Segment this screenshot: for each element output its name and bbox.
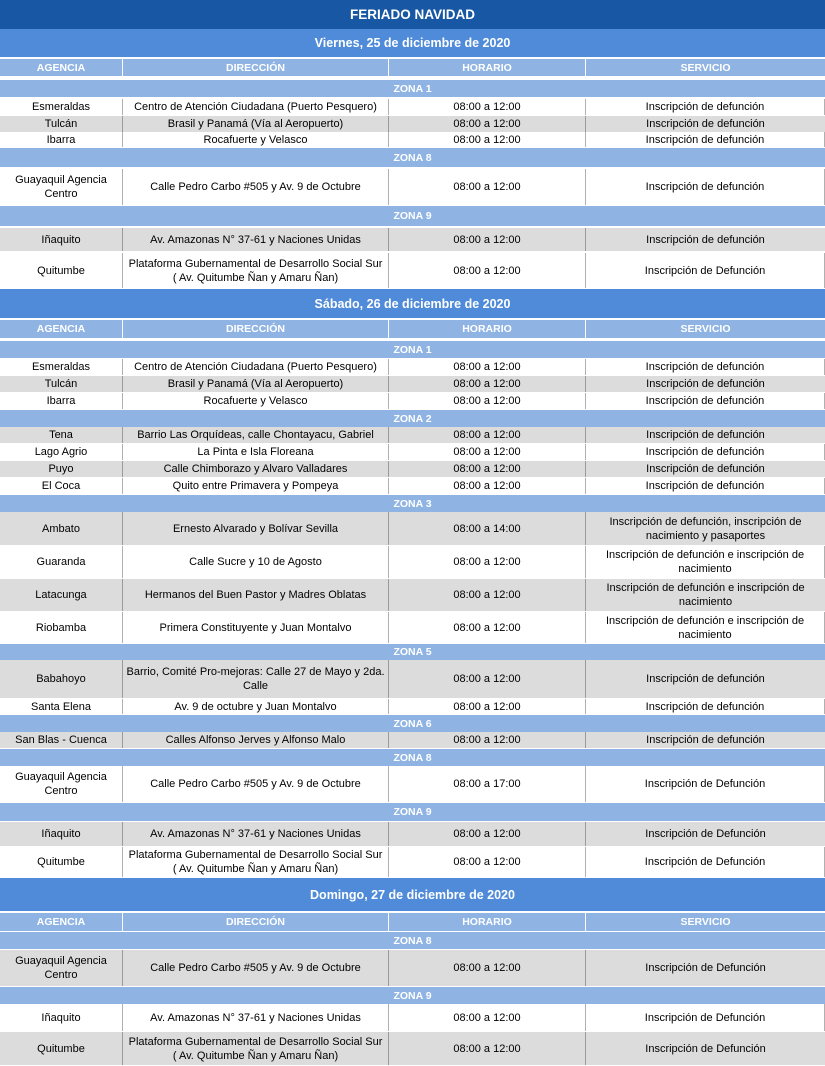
table-row xyxy=(0,169,825,206)
agency-cell: Tulcán xyxy=(0,376,123,392)
schedule-cell: 08:00 a 12:00 xyxy=(389,393,586,409)
address-cell: Av. Amazonas N° 37-61 y Naciones Unidas xyxy=(123,822,389,846)
service-cell: Inscripción de defunción xyxy=(646,118,765,130)
service-cell: Inscripción de defunción xyxy=(586,132,825,147)
service-cell: Inscripción de Defunción xyxy=(645,1042,766,1055)
header-horario: HORARIO xyxy=(389,913,586,931)
table-row xyxy=(0,116,825,133)
agency-cell: Tena xyxy=(0,427,123,443)
address-cell: Brasil y Panamá (Vía al Aeropuerto) xyxy=(123,116,389,132)
schedule-cell: 08:00 a 12:00 xyxy=(389,116,586,132)
zone-banner: ZONA 3 xyxy=(0,495,825,512)
agency-cell: Puyo xyxy=(0,461,123,477)
agency-cell: Tulcán xyxy=(0,116,123,132)
service-cell: Inscripción de Defunción xyxy=(586,253,825,288)
schedule-cell: 08:00 a 12:00 xyxy=(389,847,586,877)
agency-cell: Ambato xyxy=(0,512,123,545)
address-cell: Rocafuerte y Velasco xyxy=(123,393,389,409)
page-title: FERIADO NAVIDAD xyxy=(0,0,825,29)
service-cell: Inscripción de Defunción xyxy=(586,766,825,802)
schedule-cell: 08:00 a 14:00 xyxy=(389,512,586,545)
zone-banner: ZONA 9 xyxy=(0,987,825,1004)
agency-cell: Esmeraldas xyxy=(0,99,123,115)
header-servicio: SERVICIO xyxy=(680,323,731,335)
column-header-row xyxy=(0,59,825,76)
service-cell: Inscripción de defunción xyxy=(646,463,765,475)
service-cell: Inscripción de Defunción xyxy=(586,847,825,877)
header-servicio: SERVICIO xyxy=(680,916,731,928)
agency-cell: Esmeraldas xyxy=(0,359,123,375)
address-cell: Av. Amazonas N° 37-61 y Naciones Unidas xyxy=(123,228,389,251)
address-cell: Rocafuerte y Velasco xyxy=(123,132,389,147)
agency-cell: Lago Agrio xyxy=(0,444,123,460)
service-cell: Inscripción de defunción xyxy=(586,169,825,205)
service-cell: Inscripción de defunción e inscripción de nacimiento xyxy=(606,582,805,608)
agency-cell: Guayaquil Agencia Centro xyxy=(0,766,123,802)
table-row xyxy=(0,950,825,987)
service-cell: Inscripción de defunción xyxy=(646,378,765,390)
schedule-cell: 08:00 a 12:00 xyxy=(389,546,586,578)
zone-banner: ZONA 6 xyxy=(0,715,825,732)
table-row xyxy=(0,732,825,749)
agency-cell: Iñaquito xyxy=(0,1004,123,1031)
table-row xyxy=(0,444,825,461)
agency-cell: Iñaquito xyxy=(0,822,123,846)
table-row xyxy=(0,579,825,612)
address-cell: Plataforma Gubernamental de Desarrollo Social Sur ( Av. Quitumbe Ñan y Amaru Ñan) xyxy=(123,253,389,288)
service-cell: Inscripción de defunción e inscripción de nacimiento xyxy=(586,612,825,643)
schedule-cell: 08:00 a 12:00 xyxy=(389,822,586,846)
agency-cell: Ibarra xyxy=(0,393,123,409)
zone-banner: ZONA 8 xyxy=(0,932,825,949)
zone-banner: ZONA 9 xyxy=(0,803,825,821)
service-cell: Inscripción de defunción xyxy=(586,444,825,460)
agency-cell: Quitumbe xyxy=(0,253,123,288)
address-cell: Calle Pedro Carbo #505 y Av. 9 de Octubre xyxy=(123,766,389,802)
service-cell: Inscripción de Defunción xyxy=(586,1004,825,1031)
table-row xyxy=(0,1004,825,1032)
service-cell: Inscripción de defunción xyxy=(586,359,825,375)
address-cell: Av. 9 de octubre y Juan Montalvo xyxy=(123,699,389,714)
address-cell: Plataforma Gubernamental de Desarrollo Social Sur ( Av. Quitumbe Ñan y Amaru Ñan) xyxy=(123,1032,389,1065)
header-horario: HORARIO xyxy=(389,59,586,76)
agency-cell: Iñaquito xyxy=(0,228,123,251)
agency-cell: San Blas - Cuenca xyxy=(0,732,123,748)
address-cell: Ernesto Alvarado y Bolívar Sevilla xyxy=(123,512,389,545)
address-cell: Calle Chimborazo y Alvaro Valladares xyxy=(123,461,389,477)
service-cell: Inscripción de defunción xyxy=(586,699,825,714)
service-cell: Inscripción de defunción xyxy=(586,99,825,115)
address-cell: Centro de Atención Ciudadana (Puerto Pesquero) xyxy=(123,99,389,115)
address-cell: Calle Sucre y 10 de Agosto xyxy=(123,546,389,578)
header-horario: HORARIO xyxy=(389,320,586,338)
header-direccion: DIRECCIÓN xyxy=(123,320,389,338)
service-cell: Inscripción de Defunción xyxy=(645,962,766,974)
schedule-cell: 08:00 a 12:00 xyxy=(389,612,586,643)
table-row xyxy=(0,612,825,644)
schedule-cell: 08:00 a 12:00 xyxy=(389,132,586,147)
zone-banner: ZONA 1 xyxy=(0,80,825,97)
day-banner: Viernes, 25 de diciembre de 2020 xyxy=(0,29,825,57)
service-cell: Inscripción de defunción xyxy=(586,478,825,494)
schedule-cell: 08:00 a 12:00 xyxy=(389,427,586,443)
address-cell: Av. Amazonas N° 37-61 y Naciones Unidas xyxy=(123,1004,389,1031)
service-cell: Inscripción de defunción xyxy=(646,673,765,685)
service-cell: Inscripción de defunción xyxy=(586,393,825,409)
table-row xyxy=(0,393,825,410)
address-cell: Centro de Atención Ciudadana (Puerto Pesquero) xyxy=(123,359,389,375)
agency-cell: Guayaquil Agencia Centro xyxy=(0,950,123,986)
agency-cell: Guaranda xyxy=(0,546,123,578)
schedule-cell: 08:00 a 17:00 xyxy=(389,766,586,802)
address-cell: Barrio, Comité Pro-mejoras: Calle 27 de Mayo y 2da. Calle xyxy=(123,660,389,698)
schedule-cell: 08:00 a 12:00 xyxy=(389,376,586,392)
table-row xyxy=(0,478,825,495)
header-agencia: AGENCIA xyxy=(0,59,123,76)
schedule-cell: 08:00 a 12:00 xyxy=(389,660,586,698)
schedule-cell: 08:00 a 12:00 xyxy=(389,1004,586,1031)
table-row xyxy=(0,822,825,847)
schedule-cell: 08:00 a 12:00 xyxy=(389,478,586,494)
table-row xyxy=(0,253,825,289)
service-cell: Inscripción de defunción xyxy=(646,233,765,246)
zone-banner: ZONA 1 xyxy=(0,341,825,358)
service-cell: Inscripción de Defunción xyxy=(645,828,766,840)
agency-cell: Santa Elena xyxy=(0,699,123,714)
table-row xyxy=(0,461,825,478)
zone-banner: ZONA 2 xyxy=(0,410,825,427)
agency-cell: Quitumbe xyxy=(0,1032,123,1065)
agency-cell: Latacunga xyxy=(0,579,123,611)
address-cell: Calle Pedro Carbo #505 y Av. 9 de Octubre xyxy=(123,169,389,205)
schedule-cell: 08:00 a 12:00 xyxy=(389,732,586,748)
agency-cell: Ibarra xyxy=(0,132,123,147)
table-row xyxy=(0,1032,825,1066)
schedule-cell: 08:00 a 12:00 xyxy=(389,228,586,251)
header-agencia: AGENCIA xyxy=(0,913,123,931)
zone-banner: ZONA 9 xyxy=(0,206,825,226)
address-cell: Calles Alfonso Jerves y Alfonso Malo xyxy=(123,732,389,748)
agency-cell: El Coca xyxy=(0,478,123,494)
day-banner: Sábado, 26 de diciembre de 2020 xyxy=(0,289,825,318)
agency-cell: Guayaquil Agencia Centro xyxy=(0,169,123,205)
column-header-row xyxy=(0,913,825,931)
column-header-row xyxy=(0,320,825,338)
table-row xyxy=(0,427,825,444)
address-cell: Brasil y Panamá (Vía al Aeropuerto) xyxy=(123,376,389,392)
table-row xyxy=(0,99,825,116)
agency-cell: Riobamba xyxy=(0,612,123,643)
schedule-cell: 08:00 a 12:00 xyxy=(389,579,586,611)
header-direccion: DIRECCIÓN xyxy=(123,913,389,931)
address-cell: La Pinta e Isla Floreana xyxy=(123,444,389,460)
service-cell: Inscripción de defunción xyxy=(646,734,765,746)
header-agencia: AGENCIA xyxy=(0,320,123,338)
table-row xyxy=(0,359,825,376)
schedule-cell: 08:00 a 12:00 xyxy=(389,950,586,986)
agency-cell: Quitumbe xyxy=(0,847,123,877)
address-cell: Plataforma Gubernamental de Desarrollo Social Sur ( Av. Quitumbe Ñan y Amaru Ñan) xyxy=(123,847,389,877)
table-row xyxy=(0,660,825,699)
schedule-cell: 08:00 a 12:00 xyxy=(389,253,586,288)
address-cell: Barrio Las Orquídeas, calle Chontayacu, Gabriel xyxy=(123,427,389,443)
day-banner: Domingo, 27 de diciembre de 2020 xyxy=(0,878,825,911)
schedule-cell: 08:00 a 12:00 xyxy=(389,99,586,115)
table-row xyxy=(0,228,825,252)
address-cell: Primera Constituyente y Juan Montalvo xyxy=(123,612,389,643)
table-row xyxy=(0,512,825,546)
address-cell: Quito entre Primavera y Pompeya xyxy=(123,478,389,494)
table-row xyxy=(0,376,825,393)
table-row xyxy=(0,132,825,148)
header-servicio: SERVICIO xyxy=(680,61,731,74)
service-cell: Inscripción de defunción, inscripción de nacimiento y pasaportes xyxy=(609,515,802,542)
schedule-cell: 08:00 a 12:00 xyxy=(389,359,586,375)
schedule-cell: 08:00 a 12:00 xyxy=(389,1032,586,1065)
table-row xyxy=(0,546,825,579)
schedule-cell: 08:00 a 12:00 xyxy=(389,461,586,477)
address-cell: Hermanos del Buen Pastor y Madres Oblatas xyxy=(123,579,389,611)
service-cell: Inscripción de defunción xyxy=(646,429,765,441)
service-cell: Inscripción de defunción e inscripción de nacimiento xyxy=(586,546,825,578)
address-cell: Calle Pedro Carbo #505 y Av. 9 de Octubre xyxy=(123,950,389,986)
schedule-cell: 08:00 a 12:00 xyxy=(389,444,586,460)
zone-banner: ZONA 5 xyxy=(0,644,825,660)
schedule-cell: 08:00 a 12:00 xyxy=(389,169,586,205)
zone-banner: ZONA 8 xyxy=(0,749,825,766)
table-row xyxy=(0,847,825,878)
schedule-cell: 08:00 a 12:00 xyxy=(389,699,586,714)
zone-banner: ZONA 8 xyxy=(0,148,825,167)
agency-cell: Babahoyo xyxy=(0,660,123,698)
table-row xyxy=(0,766,825,803)
header-direccion: DIRECCIÓN xyxy=(123,59,389,76)
table-row xyxy=(0,699,825,715)
